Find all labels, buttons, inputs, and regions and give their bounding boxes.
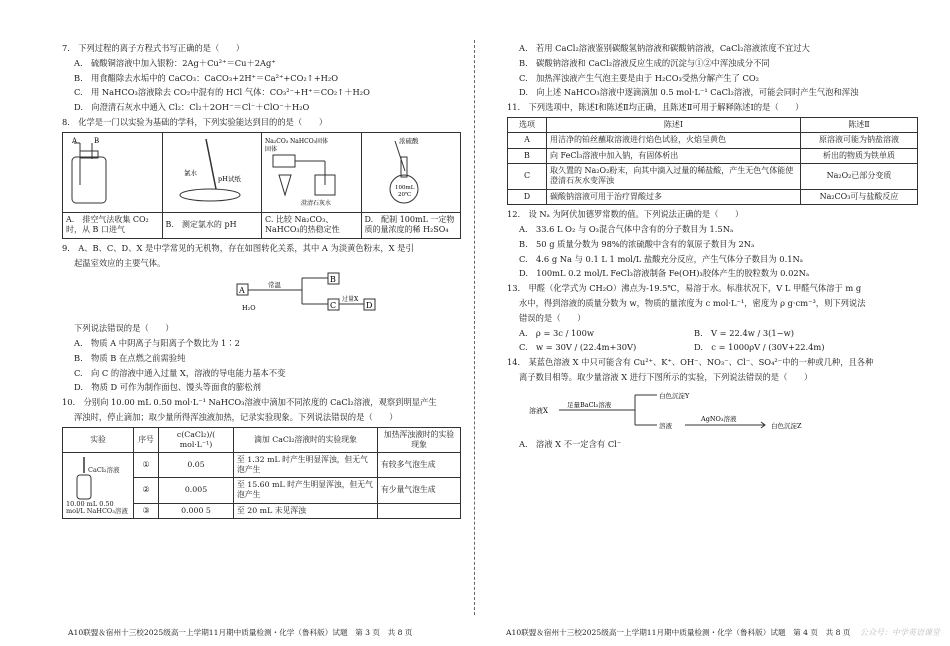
port-a-label: A — [72, 136, 78, 145]
q8-fig-c — [262, 132, 362, 212]
q14-flow-diagram — [507, 387, 918, 436]
q10-row3-heat — [378, 503, 461, 518]
filtrate-label: 溶液 — [659, 421, 672, 430]
q9-stem-1: 9. A、B、C、D、X 是中学常见的无机物，存在如图转化关系，其中 A 为淡黄色粉末，X 是引 — [62, 242, 414, 253]
q10-row2-heat: 有少量气泡生成 — [378, 478, 461, 503]
q14-option-a: A. 溶液 X 不一定含有 Cl⁻ — [519, 439, 622, 450]
q10-option-d: D. 向上述 NaHCO₃溶液中逐滴滴加 0.5 mol·L⁻¹ CaCl₂溶液，可能会同时产生气泡和浑浊 — [519, 87, 859, 98]
q11-row-d-s2: Na₂CO₃可与盐酸反应 — [801, 189, 918, 204]
q8-option-b: B. 测定氯水的 pH — [162, 213, 262, 239]
q8-apparatus-table — [62, 132, 461, 239]
q13-option-c: C. w = 30V / (22.4m+30V) — [519, 342, 637, 353]
q11-row-c-label: C — [508, 164, 547, 190]
ph-paper-label: pH试纸 — [217, 174, 241, 183]
agno3-label: AgNO₃溶液 — [701, 414, 737, 423]
q11-header-statement2: 陈述Ⅱ — [801, 117, 918, 132]
q11-row-b-s1: 向 FeCl₃溶液中加入钠，有固体析出 — [547, 148, 801, 163]
q11-row-b-s2: 析出的物质为铁单质 — [801, 148, 918, 163]
q11-row-a-s1: 用洁净的铂丝蘸取溶液进行焰色试验，火焰呈黄色 — [547, 133, 801, 148]
chlorine-water-label: 氯水 — [183, 168, 197, 177]
q11-row-d-label: D — [508, 189, 547, 204]
q10-header-heating: 加热浑浊液时的实验现象 — [378, 427, 461, 452]
ph-test-figure — [166, 135, 256, 207]
q14-stem-2: 离子数目相等。取少量溶液 X 进行下图所示的实验，下列说法错误的是（ ） — [519, 371, 813, 382]
acid-label: 浓硫酸 — [398, 136, 418, 145]
node-c: C — [330, 301, 337, 311]
q13-options-row-2 — [519, 342, 918, 353]
q9-option-a: A. 物质 A 中阴离子与阳离子个数比为 1∶2 — [74, 337, 240, 348]
q8-stem: 8. 化学是一门以实验为基础的学科，下列实验能达到目的的是（ ） — [62, 116, 328, 127]
q7-option-c: C. 用 NaHCO₃溶液除去 CO₂中混有的 HCl 气体：CO₃²⁻+H⁺＝CO₂↑＋H₂O — [74, 87, 370, 98]
q10-option-c: C. 加热浑浊液产生气泡主要是由于 H₂CO₃受热分解产生了 CO₂ — [519, 72, 760, 83]
node-d: D — [366, 301, 373, 311]
right-page — [475, 0, 950, 622]
limewater-label: 澄清石灰水 — [301, 199, 332, 207]
q13-option-b: B. V = 22.4w / 3(1−w) — [694, 327, 794, 338]
q7-option-a: A. 硫酸铜溶液中加入银粉：2Ag＋Cu²⁺＝Cu＋2Ag⁺ — [74, 57, 276, 68]
q10-row2-drop: 至 15.60 mL 时产生明显浑浊，但无气泡产生 — [234, 478, 378, 503]
q11-row-c-s1: 取久置的 Na₂O₂粉末，向其中滴入过量的稀盐酸，产生无色气体能使澄清石灰水变浑浊 — [547, 164, 801, 190]
q12-option-c: C. 4.6 g Na 与 0.1 L 1 mol/L 盐酸充分反应，产生气体分子数目为 0.1Nₐ — [519, 253, 803, 264]
right-footer: A10联盟＆宿州十三校2025级高一上学期11月期中质量检测・化学（鲁科版）试题 第 4 页 共 8 页 — [506, 628, 851, 637]
flask-volume-label: 100mL — [394, 184, 414, 191]
cacl2-label: CaCl₂溶液 — [88, 465, 120, 474]
bacl2-label: 足量BaCl₂溶液 — [567, 400, 612, 409]
q10-option-a: A. 若用 CaCl₂溶液鉴别碳酸氢钠溶液和碳酸钠溶液，CaCl₂溶液浓度不宜过大 — [519, 43, 810, 53]
q10-row2-no: ② — [134, 478, 159, 503]
q10-stem-2: 浑浊时，停止滴加；取少量所得浑浊液加热，记录实验现象。下列说法错误的是（ ） — [74, 411, 398, 422]
precipitate-z-label: 白色沉淀Z — [771, 421, 802, 430]
q12-stem: 12. 设 Nₐ 为阿伏加德罗常数的值。下列说法正确的是（ ） — [507, 209, 744, 220]
nahco3-label: 10.00 mL 0.50 mol/L NaHCO₃溶液 — [66, 499, 128, 516]
q11-header-statement1: 陈述Ⅰ — [547, 117, 801, 132]
solution-x-label: 溶液X — [529, 406, 548, 415]
q9-option-b: B. 物质 B 在点燃之前需验纯 — [74, 352, 186, 363]
q9-stem-2: 起温室效应的主要气体。 — [74, 257, 166, 268]
gas-bottle-figure — [66, 135, 146, 207]
dropper-tube-figure — [68, 455, 98, 501]
q11-header-option: 选项 — [508, 117, 547, 132]
node-b: B — [330, 275, 336, 285]
q8-fig-a — [63, 132, 163, 212]
left-footer: A10联盟＆宿州十三校2025级高一上学期11月期中质量检测・化学（鲁科版）试题 第 3 页 共 8 页 — [68, 628, 413, 637]
q11-row-a-label: A — [508, 133, 547, 148]
watermark: 公众号：中学英语课堂 — [860, 628, 940, 637]
q7-option-d: D. 向澄清石灰水中通入 Cl₂：Cl₂＋2OH⁻＝Cl⁻＋ClO⁻＋H₂O — [74, 102, 310, 113]
q11-row-c-s2: Na₂O₂已部分变质 — [801, 164, 918, 190]
q13-option-d: D. c = 1000ρV / (30V+22.4m) — [694, 342, 825, 353]
q13-options-row-1 — [519, 328, 918, 339]
solid-label: 固体 — [265, 145, 278, 153]
q9-stem-3: 下列说法错误的是（ ） — [74, 323, 174, 334]
q8-option-c: C. 比较 Na₂CO₃、NaHCO₃的热稳定性 — [262, 213, 362, 239]
q10-apparatus — [63, 452, 134, 518]
q13-stem-2: 水中，得到溶液的质量分数为 w，物质的量浓度为 c mol·L⁻¹，密度为 ρ g·cm⁻³，则下列说法 — [519, 297, 866, 308]
q9-transformation-diagram — [62, 272, 461, 319]
q10-header-experiment: 实验 — [63, 427, 134, 452]
q11-row-d-s1: 碳酸钠溶液可用于治疗胃酸过多 — [547, 189, 801, 204]
q7-option-b: B. 用食醋除去水垢中的 CaCO₃：CaCO₃+2H⁺＝Ca²⁺+CO₂↑+H₂O — [74, 72, 339, 83]
q11-row-b-label: B — [508, 148, 547, 163]
q10-table — [62, 427, 461, 519]
solids-label: Na₂CO₃ NaHCO₃固体 — [265, 137, 329, 145]
q13-option-a: A. ρ = 3c / 100w — [519, 327, 594, 338]
q10-stem-1: 10. 分别向 10.00 mL 0.50 mol·L⁻¹ NaHCO₃溶液中滴加不同浓度的 CaCl₂溶液，观察到明显产生 — [62, 397, 437, 408]
heating-figure — [265, 135, 355, 207]
q11-stem: 11. 下列选项中，陈述Ⅰ和陈述Ⅱ均正确，且陈述Ⅱ可用于解释陈述Ⅰ的是（ ） — [507, 102, 804, 113]
excess-x-label: 过量X — [342, 296, 359, 304]
q10-option-b: B. 碳酸钠溶液和 CaCl₂溶液反应生成的沉淀与①②中浑浊成分不同 — [519, 57, 770, 68]
q10-header-conc: c(CaCl₂)/( mol·L⁻¹) — [159, 427, 234, 452]
q10-row1-no: ① — [134, 452, 159, 477]
q8-fig-b — [162, 132, 262, 212]
q8-option-a: A. 排空气法收集 CO₂时，从 B 口进气 — [63, 213, 163, 239]
flask-figure — [365, 135, 445, 207]
water-label: H₂O — [242, 304, 256, 313]
q9-option-c: C. 向 C 的溶液中通入过量 X，溶液的导电能力基本不变 — [74, 367, 286, 378]
q9-option-d: D. 物质 D 可作为制作面包、馒头等面食的膨松剂 — [74, 382, 261, 393]
q10-row3-no: ③ — [134, 503, 159, 518]
q11-row-a-s2: 原溶液可能为钠盐溶液 — [801, 133, 918, 148]
q12-option-d: D. 100mL 0.2 mol/L FeCl₃溶液制备 Fe(OH)₃胶体产生的胶粒数为 0.02Nₐ — [519, 268, 810, 279]
condition-label: 常温 — [268, 281, 281, 290]
q10-row3-conc: 0.000 5 — [159, 503, 234, 518]
precipitate-y-label: 白色沉淀Y — [659, 391, 690, 400]
q8-fig-d — [361, 132, 461, 212]
node-a: A — [239, 286, 245, 296]
q10-row1-drop: 至 1.32 mL 时产生明显浑浊，但无气泡产生 — [234, 452, 378, 477]
q7-stem: 7. 下列过程的离子方程式书写正确的是（ ） — [62, 43, 245, 53]
q10-row3-drop: 至 20 mL 未见浑浊 — [234, 503, 378, 518]
q10-row2-conc: 0.005 — [159, 478, 234, 503]
q10-header-dropping: 滴加 CaCl₂溶液时的实验现象 — [234, 427, 378, 452]
left-page — [0, 0, 475, 622]
q8-option-d: D. 配制 100mL 一定物质的量浓度的稀 H₂SO₄ — [361, 213, 461, 239]
q14-stem-1: 14. 某蓝色溶液 X 中只可能含有 Cu²⁺、K⁺、OH⁻、NO₃⁻、Cl⁻、SO₄²⁻中的一种或几种，且各种 — [507, 357, 874, 368]
flask-temp-label: 20℃ — [397, 191, 411, 198]
port-b-label: B — [94, 136, 100, 145]
q12-option-b: B. 50 g 质量分数为 98%的浓硫酸中含有的氧原子数目为 2Nₐ — [519, 238, 755, 249]
q13-stem-1: 13. 甲醛（化学式为 CH₂O）沸点为-19.5℃，易溶于水。标准状况下，V L 甲醛气体溶于 m g — [507, 283, 862, 294]
q10-header-no: 序号 — [134, 427, 159, 452]
q12-option-a: A. 33.6 L O₂ 与 O₃混合气体中含有的分子数目为 1.5Nₐ — [519, 224, 734, 235]
q10-row1-conc: 0.05 — [159, 452, 234, 477]
q11-table — [507, 117, 918, 205]
q13-stem-3: 错误的是（ ） — [519, 312, 586, 323]
q10-row1-heat: 有较多气泡生成 — [378, 452, 461, 477]
